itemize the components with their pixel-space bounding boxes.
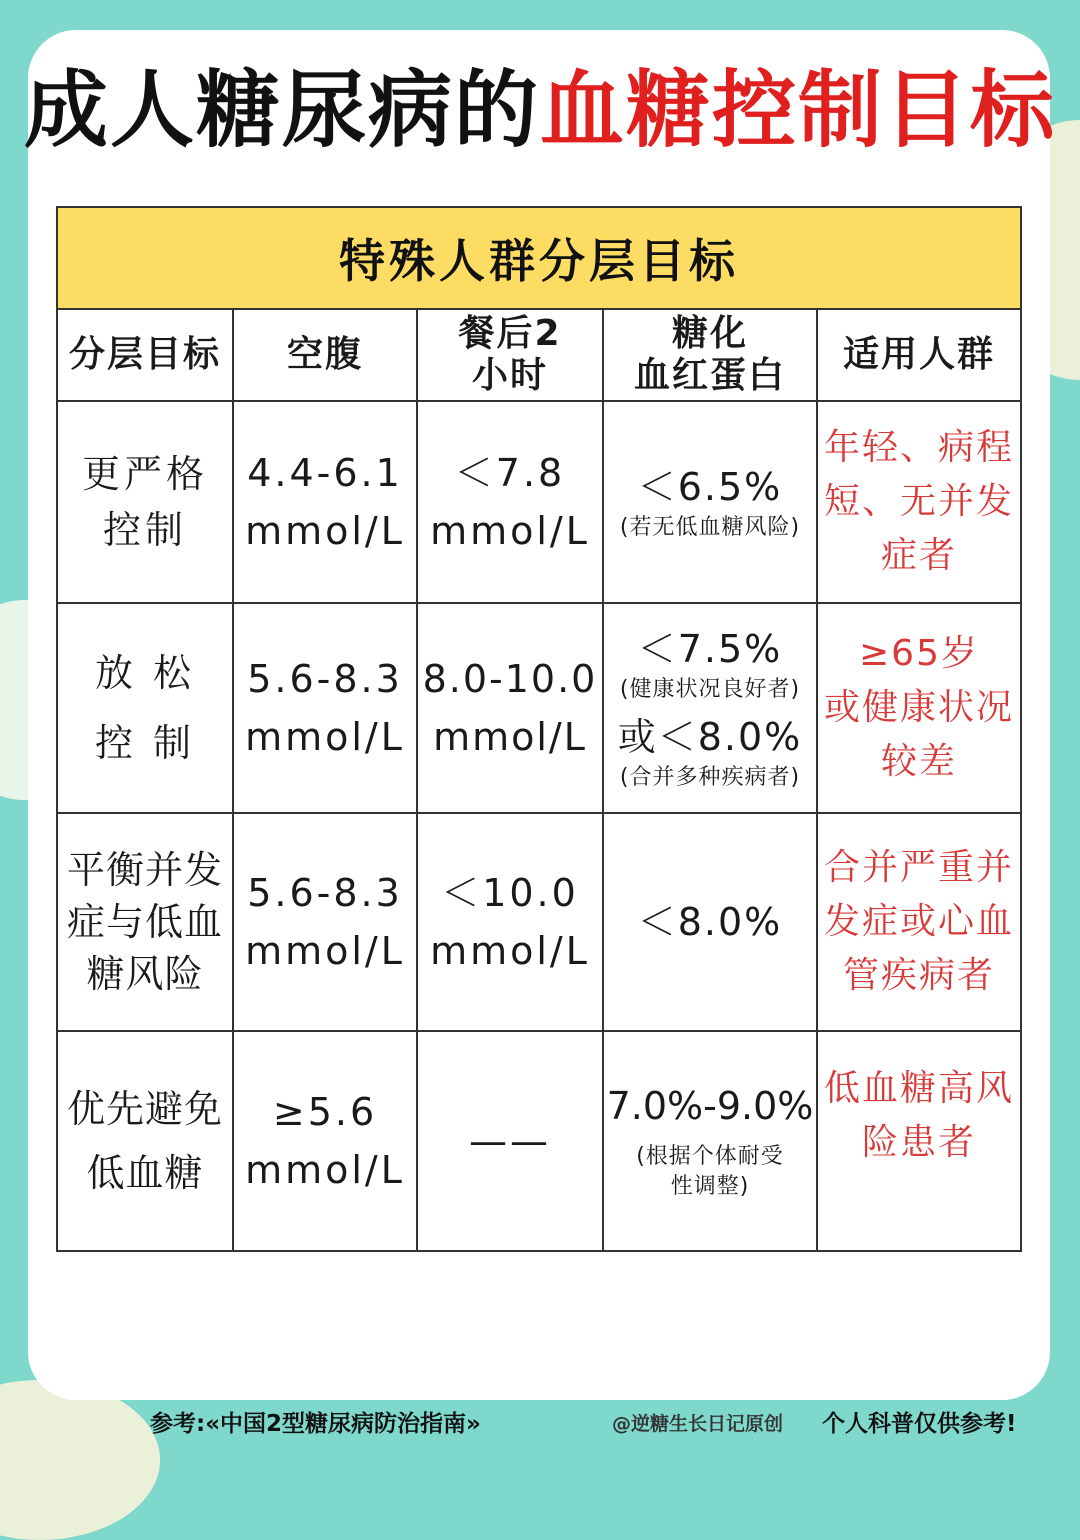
row3-hba1c [604,814,816,1030]
population-line: 较差 [880,741,957,782]
table-banner: 特殊人群分层目标 [58,208,1020,310]
footer-disclaimer: 个人科普仅供参考! [822,1411,1017,1437]
fasting-value: 4.4-6.1 [247,451,403,495]
fasting-unit: mmol/L [245,509,405,553]
postprandial-value: —— [469,1119,551,1163]
header-hba1c [604,310,816,400]
hba1c-value-alt: 或＜8.0% [617,715,803,759]
level-line: 低血糖 [86,1151,204,1195]
postprandial-unit: mmol/L [430,929,590,973]
hba1c-note: (健康状况良好者) [619,677,801,702]
hba1c-value: ＜6.5% [637,465,783,509]
header-fasting [234,310,416,400]
hba1c-value: ＜8.0% [637,900,783,944]
level-line: 平衡并发 [66,848,223,892]
fasting-unit: mmol/L [245,1148,405,1192]
population-line: ≥65岁 [859,633,979,674]
header-fasting-label: 空腹 [286,334,363,375]
hba1c-note: 性调整) [670,1174,750,1199]
header-population [818,310,1020,400]
hba1c-note: (若无低血糖风险) [619,515,801,540]
header-level [58,310,232,400]
row4-level [58,1032,232,1250]
row2-fasting [234,604,416,812]
footer [0,1405,1080,1441]
row1-fasting [234,402,416,602]
header-hba1c-line1: 糖化 [671,313,748,354]
target-table [56,206,1022,1252]
postprandial-unit: mmol/L [430,509,590,553]
postprandial-value: ＜7.8 [454,451,566,495]
header-population-label: 适用人群 [842,334,995,375]
row2-postprandial [418,604,602,812]
header-level-label: 分层目标 [68,334,221,375]
row2-level [58,604,232,812]
footer-watermark: @逆糖生长日记原创 [612,1413,784,1435]
fasting-unit: mmol/L [245,929,405,973]
row3-fasting [234,814,416,1030]
page-title [0,55,1080,165]
header-postprandial-line1: 餐后2 [458,313,562,354]
population-line: 管疾病者 [842,955,995,996]
fasting-value: ≥5.6 [272,1090,378,1134]
footer-reference: 参考:«中国2型糖尿病防治指南» [150,1411,481,1437]
header-postprandial-line2: 小时 [471,355,548,396]
level-line: 控 制 [94,721,196,765]
population-line: 低血糖高风 [823,1068,1014,1109]
level-line: 糖风险 [86,952,204,996]
fasting-unit: mmol/L [245,715,405,759]
postprandial-value: 8.0-10.0 [422,657,598,701]
population-line: 症者 [880,535,957,576]
title-part-black: 成人糖尿病的 [23,60,540,159]
row4-postprandial [418,1032,602,1250]
row4-population [818,1032,1020,1250]
population-line: 年轻、病程 [823,427,1014,468]
row1-postprandial [418,402,602,602]
hba1c-value: ＜7.5% [637,627,783,671]
hba1c-note-alt: (合并多种疾病者) [619,765,801,790]
decorative-blob [0,1380,160,1540]
hba1c-value: 7.0%-9.0% [606,1084,814,1128]
population-line: 发症或心血 [823,901,1014,942]
level-line: 症与低血 [66,900,223,944]
row4-fasting [234,1032,416,1250]
header-hba1c-line2: 血红蛋白 [633,355,786,396]
row3-postprandial [418,814,602,1030]
postprandial-unit: mmol/L [433,715,587,759]
title-part-red: 血糖控制目标 [540,60,1057,159]
population-line: 短、无并发 [823,481,1014,522]
level-line: 更严格 [81,452,208,496]
level-line: 放 松 [94,651,196,695]
row1-level [58,402,232,602]
level-line: 控制 [102,508,187,552]
header-postprandial [418,310,602,400]
fasting-value: 5.6-8.3 [247,871,403,915]
row2-hba1c [604,604,816,812]
row1-population [818,402,1020,602]
row3-level [58,814,232,1030]
row1-hba1c [604,402,816,602]
hba1c-note: (根据个体耐受 [636,1144,784,1169]
row3-population [818,814,1020,1030]
row4-hba1c [604,1032,816,1250]
fasting-value: 5.6-8.3 [247,657,403,701]
postprandial-value: ＜10.0 [441,871,579,915]
level-line: 优先避免 [66,1087,223,1131]
population-line: 合并严重并 [823,847,1014,888]
row2-population [818,604,1020,812]
population-line: 险患者 [861,1122,976,1163]
population-line: 或健康状况 [823,687,1014,728]
